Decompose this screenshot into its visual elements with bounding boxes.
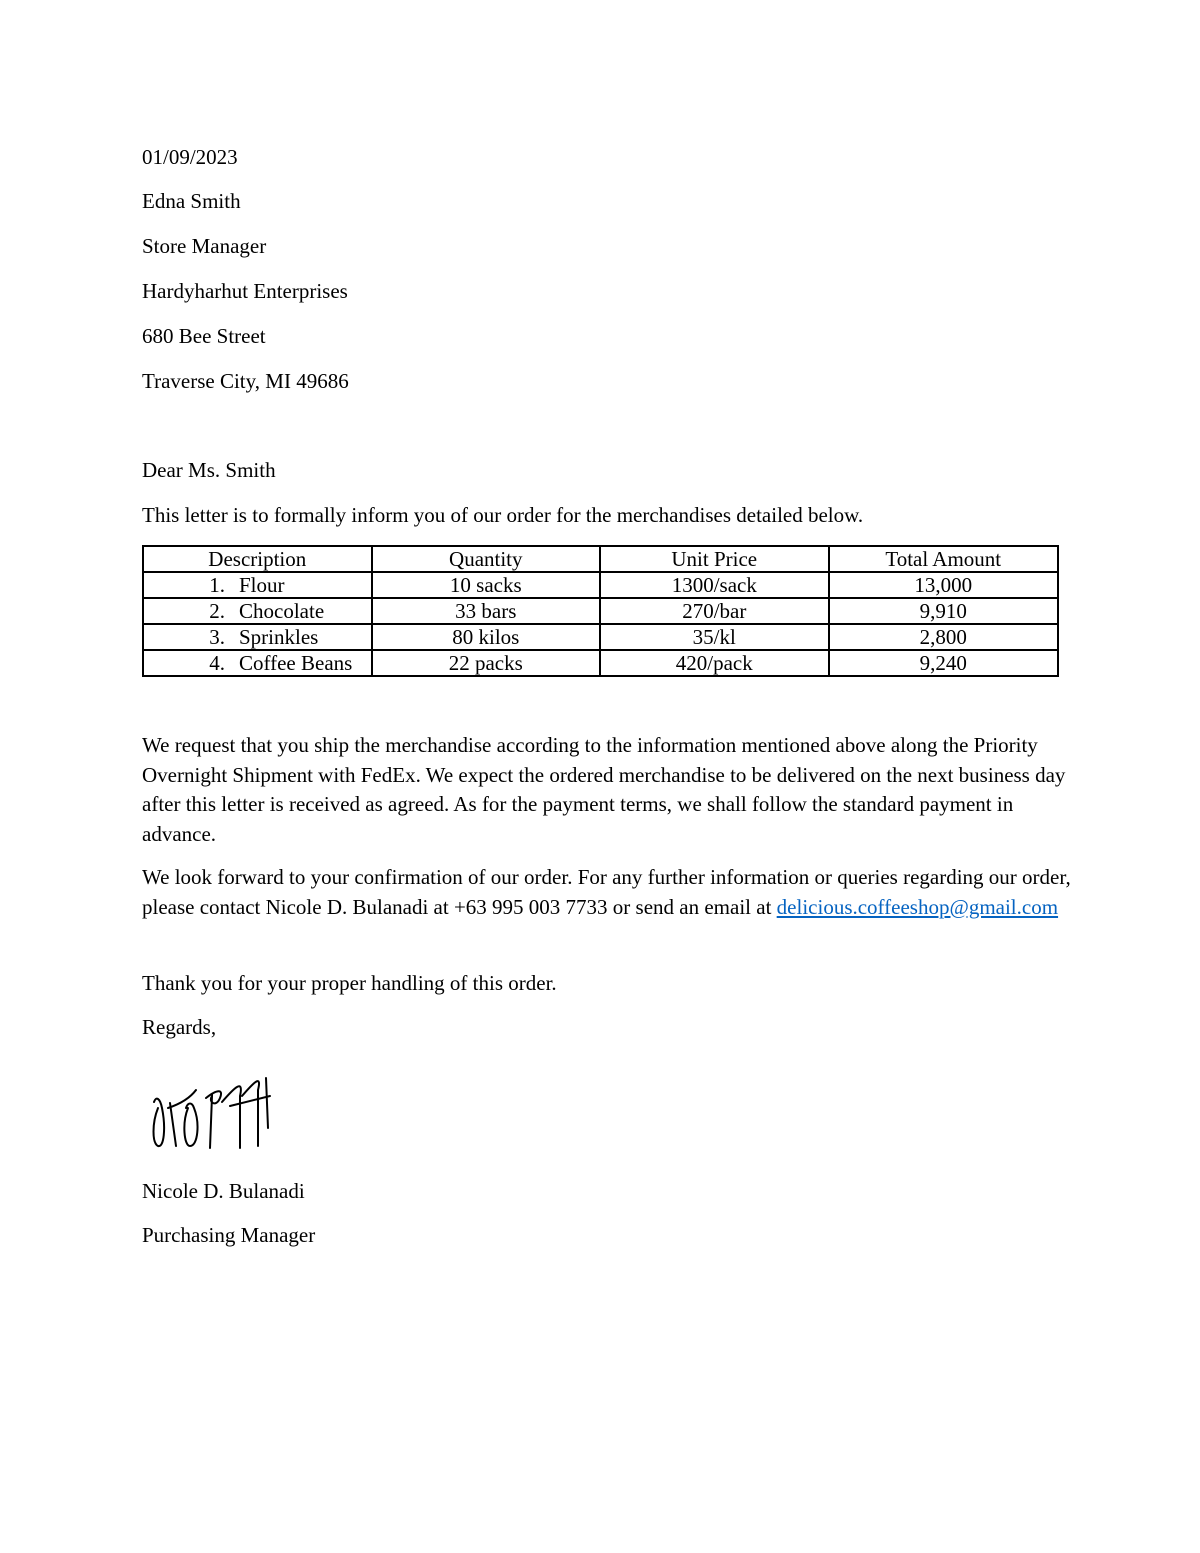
- row-total: 9,910: [829, 598, 1058, 624]
- table-row: [143, 572, 1058, 598]
- row-number: 3.: [209, 625, 225, 649]
- letter-date: 01/09/2023: [142, 145, 238, 169]
- row-description: [143, 650, 372, 676]
- row-quantity: 80 kilos: [372, 624, 600, 650]
- closing-text: Regards,: [142, 1015, 217, 1039]
- recipient-company: Hardyharhut Enterprises: [142, 279, 348, 303]
- row-item: Flour: [239, 573, 285, 597]
- recipient-street: 680 Bee Street: [142, 324, 266, 348]
- header-total-amount: Total Amount: [829, 546, 1058, 572]
- row-number: 1.: [209, 573, 225, 597]
- row-unit-price: 270/bar: [600, 598, 829, 624]
- table-row: [143, 624, 1058, 650]
- row-number: 2.: [209, 599, 225, 623]
- row-quantity: 33 bars: [372, 598, 600, 624]
- recipient-city-line: Traverse City, MI 49686: [142, 369, 349, 393]
- row-quantity: 22 packs: [372, 650, 600, 676]
- table-row: [143, 598, 1058, 624]
- contact-paragraph-text: We look forward to your confirmation of our order. For any further information or queries regarding our order, please contact Nicole D. Bulanadi at +63 995 003 7733 or send an email at: [142, 865, 1071, 919]
- thanks-text: Thank you for your proper handling of this order.: [142, 971, 557, 995]
- sender-name: Nicole D. Bulanadi: [142, 1179, 305, 1203]
- row-item: Sprinkles: [239, 625, 319, 649]
- contact-paragraph-body: [142, 863, 1072, 922]
- row-unit-price: 420/pack: [600, 650, 829, 676]
- row-total: 2,800: [829, 624, 1058, 650]
- row-description: [143, 572, 372, 598]
- row-unit-price: 35/kl: [600, 624, 829, 650]
- row-item: Chocolate: [239, 599, 325, 623]
- row-total: 13,000: [829, 572, 1058, 598]
- intro-text: This letter is to formally inform you of our order for the merchandises detailed below.: [142, 503, 864, 527]
- row-description: [143, 624, 372, 650]
- recipient-title: Store Manager: [142, 234, 267, 258]
- row-description: [143, 598, 372, 624]
- recipient-name: Edna Smith: [142, 189, 241, 213]
- header-unit-price: Unit Price: [600, 546, 829, 572]
- row-quantity: 10 sacks: [372, 572, 600, 598]
- row-item: Coffee Beans: [239, 651, 353, 675]
- row-number: 4.: [209, 651, 225, 675]
- order-table-header: [143, 546, 1058, 572]
- shipping-paragraph-text: We request that you ship the merchandise according to the information mentioned above along the Priority Overnight Shipment with FedEx. We expect the ordered merchandise to be delivered on the next business day after this letter is received as agreed. As for the payment terms, we shall follow the standard payment in advance.: [142, 733, 1066, 846]
- header-description: Description: [143, 546, 372, 572]
- signature-image: [150, 1068, 280, 1153]
- row-total: 9,240: [829, 650, 1058, 676]
- header-quantity: Quantity: [372, 546, 600, 572]
- row-unit-price: 1300/sack: [600, 572, 829, 598]
- table-row: [143, 650, 1058, 676]
- salutation: Dear Ms. Smith: [142, 458, 276, 482]
- email-link[interactable]: delicious.coffeeshop@gmail.com: [776, 894, 1059, 919]
- contact-paragraph: [142, 863, 1072, 922]
- shipping-paragraph: [142, 731, 1072, 849]
- order-table: [142, 545, 1059, 677]
- sender-title: Purchasing Manager: [142, 1223, 316, 1247]
